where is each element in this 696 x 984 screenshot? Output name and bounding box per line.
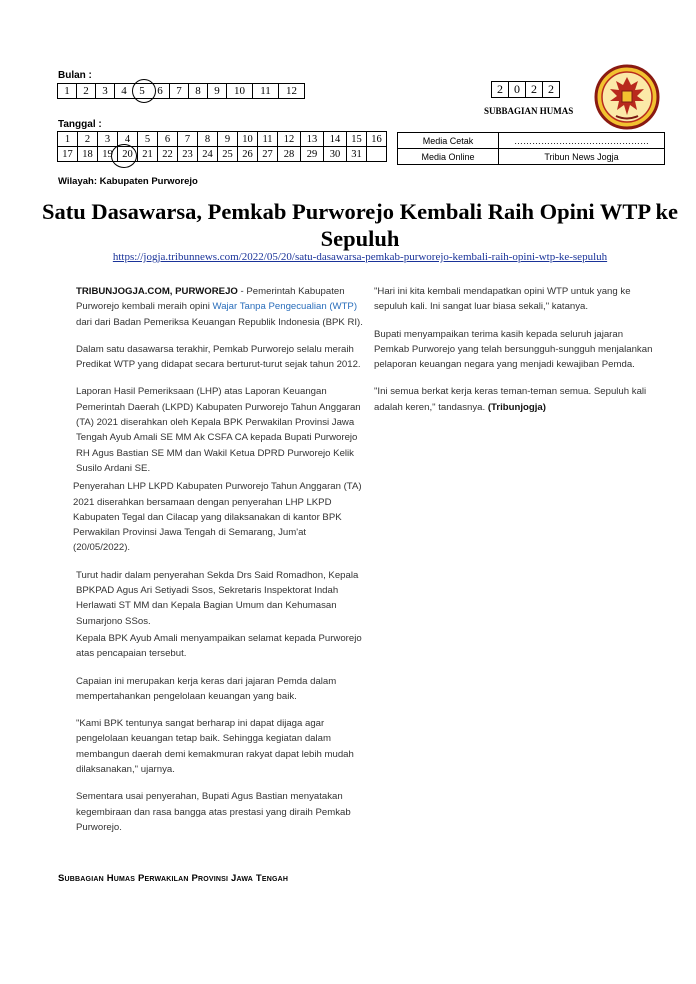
subbagian-label: SUBBAGIAN HUMAS bbox=[484, 106, 574, 116]
day-cell: 25 bbox=[218, 147, 238, 162]
day-cell: 29 bbox=[301, 147, 324, 162]
paragraph bbox=[374, 384, 658, 415]
month-cell: 1 bbox=[58, 84, 77, 99]
paragraph: Laporan Hasil Pemeriksaan (LHP) atas Laporan Keuangan Pemerintah Daerah (LKPD) Kabupaten Purworejo Tahun Anggaran (TA) 2021 diserahkan oleh Kepala BPK Perwakilan Provinsi Jawa Tengah Ayub Amali SE MM Ak CSFA CA kepada Bupati Purworejo RH Agus Bastian SE MM dan Wakil Ketua DPRD Purworejo Kelik Susilo Ardani SE. bbox=[76, 386, 361, 474]
day-cell: 8 bbox=[198, 132, 218, 147]
tribunjogja-credit: (Tribunjogja) bbox=[487, 401, 546, 413]
month-cell: 6 bbox=[151, 84, 170, 99]
day-cell: 30 bbox=[324, 147, 347, 162]
paragraph: Capaian ini merupakan kerja keras dari jajaran Pemda dalam mempertahankan pengelolaan keuangan yang baik. bbox=[76, 675, 337, 702]
year-digit: 2 bbox=[543, 82, 560, 98]
day-cell: 2 bbox=[78, 132, 98, 147]
day-cell: 14 bbox=[324, 132, 347, 147]
day-cell bbox=[367, 147, 387, 162]
article-title: Satu Dasawarsa, Pemkab Purworejo Kembali Raih Opini WTP ke Sepuluh bbox=[41, 199, 679, 251]
paragraph: Bupati menyampaikan terima kasih kepada seluruh jajaran Pemkab Purworejo yang telah bersungguh-sungguh menjalankan pelaporan keuangan negara yang menjadi kewajiban Pemda. bbox=[374, 328, 653, 371]
month-cell-selected: 5 bbox=[133, 84, 151, 99]
day-cell: 7 bbox=[178, 132, 198, 147]
paragraph: Kepala BPK Ayub Amali menyampaikan selamat kepada Purworejo atas pencapaian tersebut. bbox=[76, 632, 362, 660]
day-cell: 10 bbox=[238, 132, 258, 147]
day-cell: 26 bbox=[238, 147, 258, 162]
day-cell: 3 bbox=[98, 132, 118, 147]
day-cell: 12 bbox=[278, 132, 301, 147]
article-url[interactable]: https://jogja.tribunnews.com/2022/05/20/satu-dasawarsa-pemkab-purworejo-kembali-raih-opini-wtp-ke-sepuluh bbox=[112, 251, 608, 263]
day-cell: 1 bbox=[58, 132, 78, 147]
month-cell: 8 bbox=[189, 84, 208, 99]
day-cell: 4 bbox=[118, 132, 138, 147]
day-cell: 19 bbox=[98, 147, 118, 162]
day-cell: 15 bbox=[347, 132, 367, 147]
media-cetak-value: ……………………………………… bbox=[499, 133, 665, 149]
media-cetak-label: Media Cetak bbox=[398, 133, 499, 149]
media-online-value: Tribun News Jogja bbox=[499, 149, 665, 165]
footer-label: Subbagian Humas Perwakilan Provinsi Jawa Tengah bbox=[58, 873, 289, 884]
date-selection-circle bbox=[111, 144, 137, 168]
month-cell: 3 bbox=[96, 84, 115, 99]
day-cell-selected: 20 bbox=[118, 147, 138, 162]
paragraph: Sementara usai penyerahan, Bupati Agus Bastian menyatakan kegembiraan dan rasa bangga atas prestasi yang diraih Pemkab Purworejo. bbox=[76, 791, 351, 833]
day-cell: 17 bbox=[58, 147, 78, 162]
day-cell: 5 bbox=[138, 132, 158, 147]
paragraph bbox=[76, 284, 364, 330]
day-cell: 13 bbox=[301, 132, 324, 147]
year-digit: 2 bbox=[526, 82, 543, 98]
day-cell: 22 bbox=[158, 147, 178, 162]
date-table bbox=[57, 131, 387, 162]
day-cell: 11 bbox=[258, 132, 278, 147]
month-cell: 2 bbox=[77, 84, 96, 99]
media-online-label: Media Online bbox=[398, 149, 499, 165]
month-cell: 12 bbox=[279, 84, 305, 99]
day-cell: 6 bbox=[158, 132, 178, 147]
day-cell: 16 bbox=[367, 132, 387, 147]
month-cell: 4 bbox=[115, 84, 134, 99]
paragraph: "Hari ini kita kembali mendapatkan opini WTP untuk yang ke sepuluh kali. Ini sangat luar biasa sekali," katanya. bbox=[374, 286, 631, 313]
year-table bbox=[491, 81, 560, 98]
paragraph-text: - Pemerintah Kabupaten Purworejo kembali meraih opini bbox=[76, 286, 345, 313]
year-digit: 2 bbox=[492, 82, 509, 98]
media-table bbox=[397, 132, 665, 165]
wtp-link[interactable]: Wajar Tanpa Pengecualian (WTP) bbox=[212, 301, 358, 313]
day-cell: 18 bbox=[78, 147, 98, 162]
paragraph: "Kami BPK tentunya sangat berharap ini dapat dijaga agar pengelolaan keuangan tetap baik. Sehingga kegiatan dalam membangun daerah demi kemakmuran rakyat dapat lebih mudah dilaksanakan," ujarnya. bbox=[76, 718, 354, 776]
month-cell: 9 bbox=[208, 84, 227, 99]
paragraph-text: dari dari Badan Pemeriksa Keuangan Republik Indonesia (BPK RI). bbox=[76, 316, 363, 328]
garuda-emblem-icon bbox=[594, 63, 660, 131]
day-cell: 24 bbox=[198, 147, 218, 162]
month-cell: 7 bbox=[170, 84, 189, 99]
source-label: TRIBUNJOGJA.COM, PURWOREJO bbox=[76, 286, 238, 297]
paragraph: Penyerahan LHP LKPD Kabupaten Purworejo Tahun Anggaran (TA) 2021 diserahkan bersamaan dengan penyerahan LHP LKPD Kabupaten Tegal dan Cilacap yang dilaksanakan di kantor BPK Perwakilan Provinsi Jawa Tengah di Semarang, Jum'at (20/05/2022). bbox=[73, 481, 362, 554]
month-selection-circle bbox=[132, 79, 156, 103]
month-cell: 10 bbox=[227, 84, 253, 99]
day-cell: 27 bbox=[258, 147, 278, 162]
month-table bbox=[57, 83, 305, 99]
day-cell: 9 bbox=[218, 132, 238, 147]
day-cell: 28 bbox=[278, 147, 301, 162]
tanggal-label: Tanggal : bbox=[58, 119, 102, 130]
article-left-column bbox=[73, 284, 364, 847]
bulan-label: Bulan : bbox=[58, 70, 92, 81]
day-cell: 31 bbox=[347, 147, 367, 162]
year-digit: 0 bbox=[509, 82, 526, 98]
paragraph-text: "Ini semua berkat kerja keras teman-teman semua. Sepuluh kali adalah keren," tandasnya. bbox=[374, 386, 647, 413]
wilayah-label: Wilayah: Kabupaten Purworejo bbox=[58, 176, 198, 187]
paragraph: Turut hadir dalam penyerahan Sekda Drs Said Romadhon, Kepala BPKPAD Agus Ari Setiyadi Ssos, Sekretaris Inspektorat Indah Herlawati ST MM dan Kepala Bagian Umum dan Kehumasan Sumarjono SSos. bbox=[76, 569, 359, 627]
day-cell: 23 bbox=[178, 147, 198, 162]
article-right-column bbox=[374, 284, 658, 427]
paragraph: Dalam satu dasawarsa terakhir, Pemkab Purworejo selalu meraih Predikat WTP yang didapat secara berturut-turut sejak tahun 2012. bbox=[76, 343, 361, 371]
day-cell: 21 bbox=[138, 147, 158, 162]
month-cell: 11 bbox=[253, 84, 279, 99]
